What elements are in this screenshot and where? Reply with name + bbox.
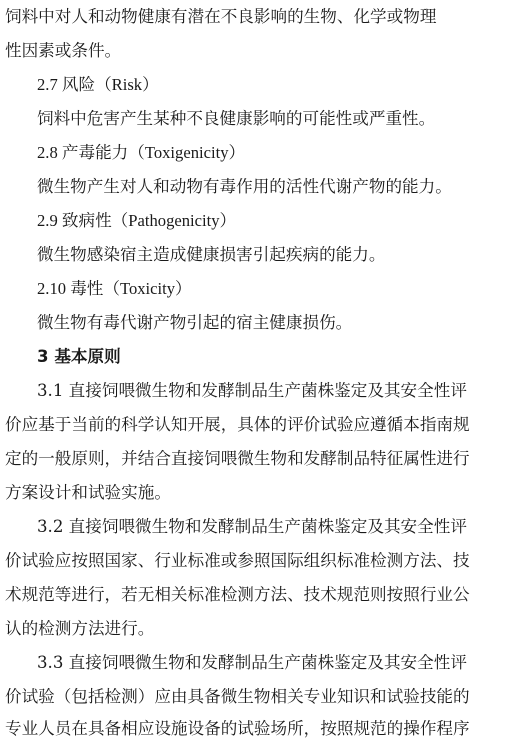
- section-heading-2-7: 2.7 风险（Risk）: [37, 75, 159, 94]
- text-line: 价试验应按照国家、行业标准或参照国际组织标准检测方法、技: [5, 551, 470, 570]
- text-line: 专业人员在具备相应设施设备的试验场所，按照规范的操作程序: [5, 719, 470, 738]
- text-line: 饲料中危害产生某种不良健康影响的可能性或严重性。: [37, 109, 436, 128]
- text-line: 3.2 直接饲喂微生物和发酵制品生产菌株鉴定及其安全性评: [37, 517, 467, 536]
- section-heading-2-8: 2.8 产毒能力（Toxigenicity）: [37, 143, 246, 162]
- text-line: 认的检测方法进行。: [5, 619, 155, 638]
- text-line: 定的一般原则，并结合直接饲喂微生物和发酵制品特征属性进行: [5, 449, 470, 468]
- text-line: 方案设计和试验实施。: [5, 483, 171, 502]
- text-line: 价应基于当前的科学认知开展，具体的评价试验应遵循本指南规: [5, 415, 470, 434]
- section-heading-2-9: 2.9 致病性（Pathogenicity）: [37, 211, 237, 230]
- section-heading-2-10: 2.10 毒性（Toxicity）: [37, 279, 192, 298]
- text-line: 3.3 直接饲喂微生物和发酵制品生产菌株鉴定及其安全性评: [37, 653, 467, 672]
- text-line: 微生物产生对人和动物有毒作用的活性代谢产物的能力。: [37, 177, 452, 196]
- text-line: 术规范等进行，若无相关标准检测方法、技术规范则按照行业公: [5, 585, 470, 604]
- text-line: 3.1 直接饲喂微生物和发酵制品生产菌株鉴定及其安全性评: [37, 381, 467, 400]
- text-line: 微生物有毒代谢产物引起的宿主健康损伤。: [37, 313, 353, 332]
- section-heading-3: 3 基本原则: [37, 347, 121, 366]
- text-line: 饲料中对人和动物健康有潜在不良影响的生物、化学或物理: [5, 7, 437, 26]
- text-line: 性因素或条件。: [5, 41, 122, 60]
- text-line: 微生物感染宿主造成健康损害引起疾病的能力。: [37, 245, 386, 264]
- text-line: 价试验（包括检测）应由具备微生物相关专业知识和试验技能的: [5, 687, 470, 706]
